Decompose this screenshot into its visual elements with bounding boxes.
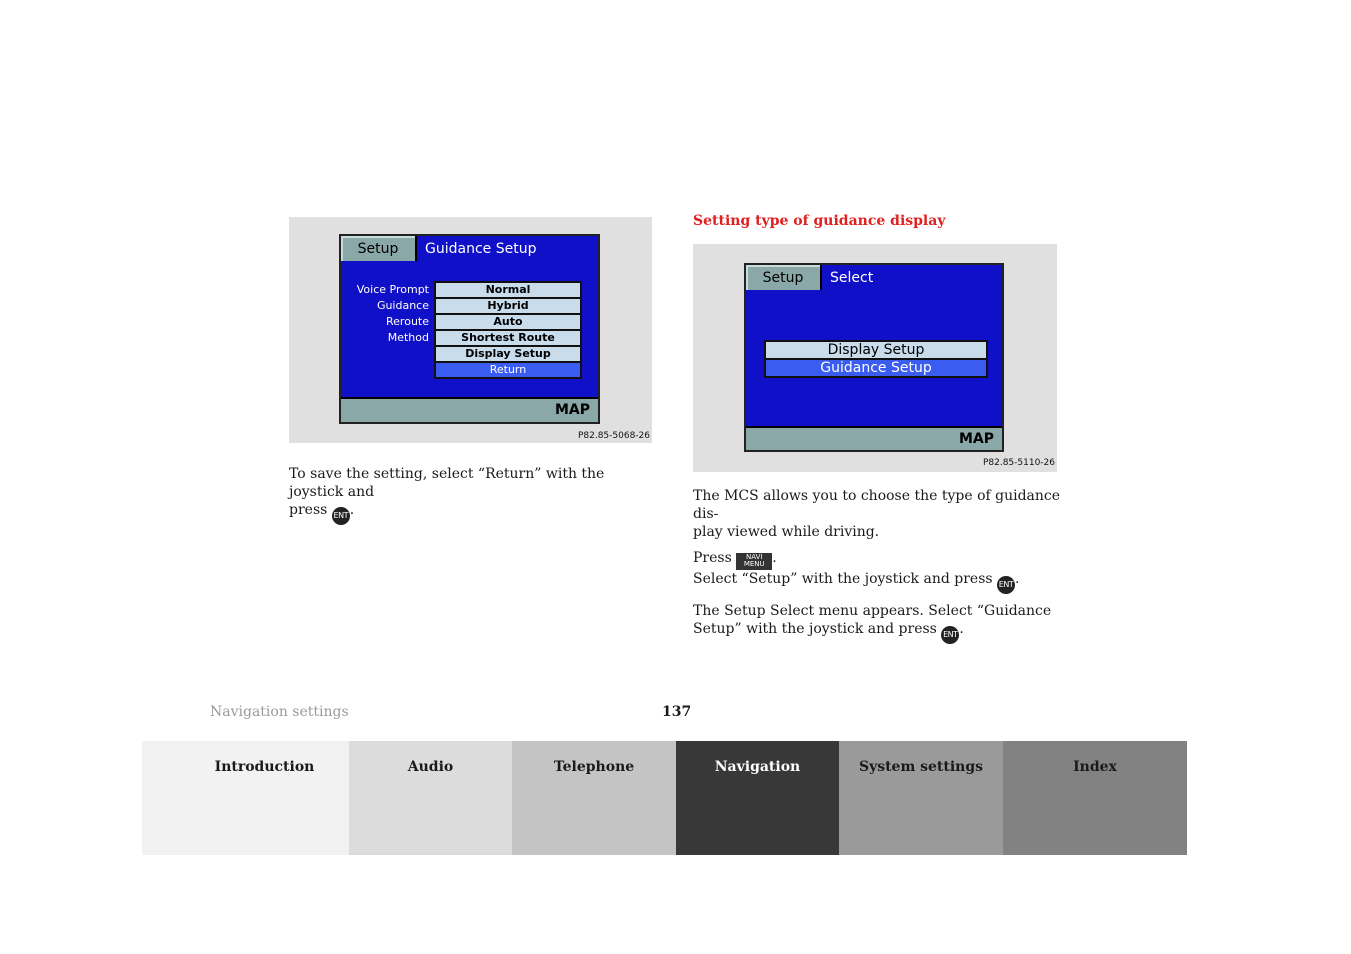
intro-line2: play viewed while driving.	[693, 524, 880, 540]
left-instruction-line2	[289, 501, 659, 525]
tab-label: Audio	[407, 759, 454, 775]
select-setup-text: Select “Setup” with the joystick and press	[693, 571, 993, 587]
map-footer	[746, 426, 1002, 450]
text-period: .	[772, 550, 777, 566]
screen-title: Guidance Setup	[425, 241, 537, 257]
option-display-setup[interactable]: Display Setup	[766, 342, 986, 358]
left-instruction-line1: To save the setting, select “Return” with the joystick and	[289, 466, 605, 500]
tab-label: Telephone	[553, 759, 635, 775]
tab-label: Index	[1073, 759, 1117, 775]
text-period: .	[1015, 571, 1020, 587]
select-guidance-line1: The Setup Select menu appears. Select “Guidance	[693, 603, 1052, 619]
right-display	[744, 263, 1004, 452]
tab-label: System settings	[858, 759, 984, 775]
option-normal[interactable]: Normal	[436, 283, 580, 297]
step-select-guidance	[693, 602, 1063, 644]
intro-paragraph	[693, 487, 1063, 541]
option-display-setup[interactable]: Display Setup	[436, 347, 580, 361]
tab-index[interactable]	[1003, 741, 1187, 855]
label-guidance: Guidance	[376, 299, 429, 312]
tab-audio[interactable]	[349, 741, 512, 855]
tab-telephone[interactable]	[512, 741, 676, 855]
tab-label: Introduction	[214, 759, 315, 775]
setup-tab: Setup	[341, 236, 417, 261]
navi-label: NAVI	[746, 553, 763, 561]
text-period: .	[959, 621, 964, 637]
right-instructions	[693, 487, 1063, 644]
options-list	[764, 340, 988, 378]
menu-label: MENU	[743, 560, 765, 568]
section-heading: Setting type of guidance display	[693, 213, 946, 229]
text-press: Press	[693, 550, 732, 566]
option-shortest-route[interactable]: Shortest Route	[436, 331, 580, 345]
map-label: MAP	[554, 402, 590, 418]
screen-title: Select	[830, 270, 874, 286]
right-screenshot	[693, 244, 1057, 472]
label-reroute: Reroute	[386, 315, 429, 328]
tab-introduction[interactable]	[142, 741, 349, 855]
text-period: .	[349, 502, 355, 518]
figure-reference: P82.85-5068-26	[577, 431, 650, 441]
navi-menu-button-icon	[736, 553, 772, 570]
intro-line1: The MCS allows you to choose the type of guidance dis-	[693, 488, 1061, 522]
setting-labels	[351, 282, 429, 346]
select-guidance-text: Setup” with the joystick and press	[693, 621, 937, 637]
left-instruction	[289, 465, 659, 525]
option-return[interactable]: Return	[436, 363, 580, 377]
options-list	[434, 281, 582, 379]
select-guidance-line2	[693, 620, 1063, 644]
setup-tab: Setup	[746, 265, 822, 290]
section-label: Navigation settings	[210, 704, 349, 720]
ent-button-icon: ENT	[997, 576, 1015, 594]
left-display	[339, 234, 600, 424]
map-label: MAP	[958, 431, 994, 447]
label-voice-prompt: Voice Prompt	[356, 283, 429, 296]
page-number: 137	[662, 704, 692, 720]
figure-reference: P82.85-5110-26	[982, 458, 1055, 468]
tab-label: Navigation	[714, 759, 801, 775]
tab-navigation[interactable]	[676, 741, 839, 855]
text-press: press	[289, 502, 328, 518]
option-guidance-setup[interactable]: Guidance Setup	[766, 360, 986, 376]
step-press-navi	[693, 549, 1063, 570]
label-method: Method	[387, 331, 429, 344]
option-auto[interactable]: Auto	[436, 315, 580, 329]
option-hybrid[interactable]: Hybrid	[436, 299, 580, 313]
ent-button-icon: ENT	[332, 507, 350, 525]
left-screenshot	[289, 217, 652, 443]
chapter-tabs	[142, 741, 1187, 855]
tab-system-settings[interactable]	[839, 741, 1003, 855]
map-footer	[341, 397, 598, 422]
step-select-setup	[693, 570, 1063, 594]
ent-button-icon: ENT	[941, 626, 959, 644]
